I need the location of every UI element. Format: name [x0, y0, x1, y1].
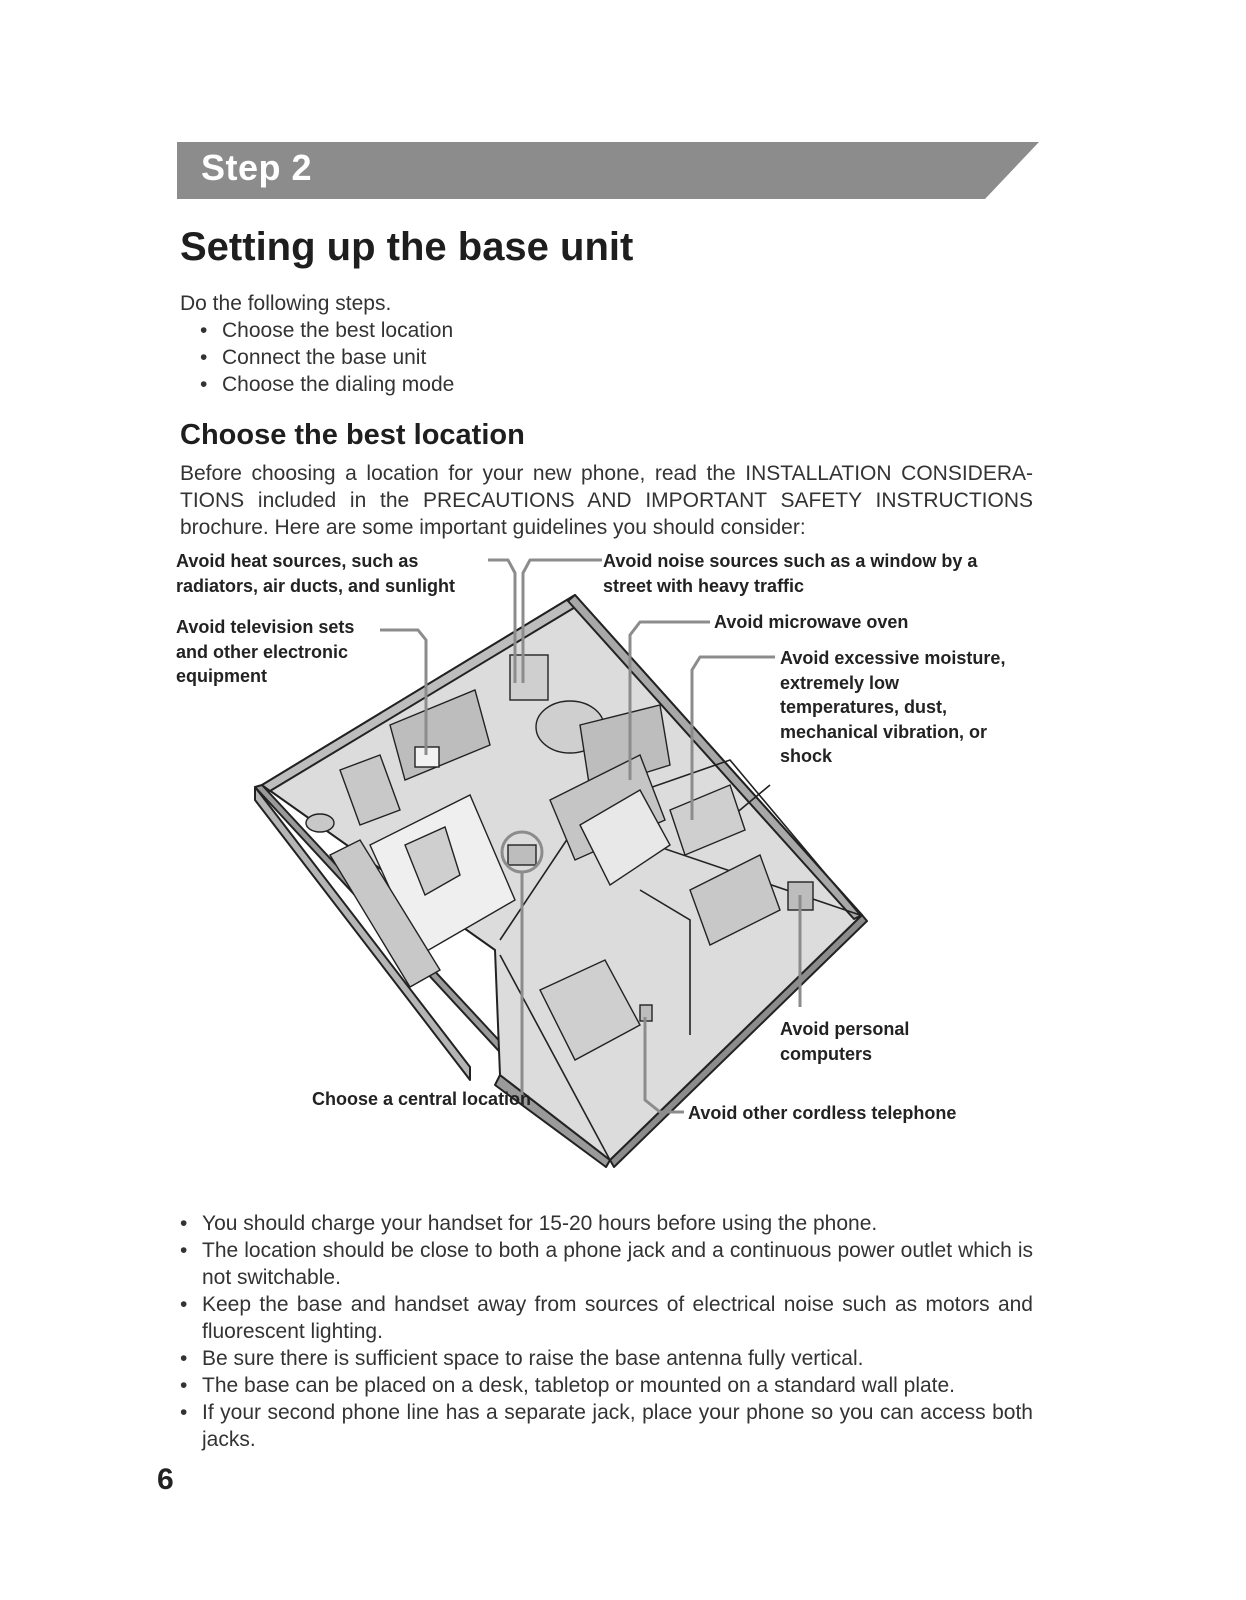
step-label: Step 2 — [201, 147, 313, 188]
guideline-item: • Be sure there is sufficient space to raise the base antenna fully vertical. — [180, 1345, 1033, 1372]
callout-cordless-telephone: Avoid other cordless telephone — [688, 1103, 957, 1123]
page-title: Setting up the base unit — [180, 225, 634, 269]
callout-moisture: Avoid excessive moisture, extremely low temperatures, dust, mechanical vibration, or shock — [780, 648, 1006, 766]
guideline-item: • Keep the base and handset away from sources of electrical noise such as motors and fluorescent lighting. — [180, 1291, 1033, 1345]
step-banner — [177, 142, 1039, 199]
floor-plan-diagram — [170, 551, 1050, 1185]
steps-list — [200, 317, 454, 398]
guideline-item: • The location should be close to both a phone jack and a continuous power outlet which is not switchable. — [180, 1237, 1033, 1291]
callout-personal-computers: Avoid personal computers — [780, 1019, 910, 1064]
callout-heat-sources: Avoid heat sources, such as radiators, air ducts, and sunlight — [176, 551, 456, 596]
callout-television: Avoid television sets and other electronic equipment — [176, 617, 355, 686]
step-item: • Choose the best location — [200, 317, 454, 344]
step-item: • Choose the dialing mode — [200, 371, 454, 398]
callout-noise-sources: Avoid noise sources such as a window by a street with heavy traffic — [603, 551, 978, 596]
callout-central-location: Choose a central location — [312, 1089, 532, 1109]
guideline-item: • The base can be placed on a desk, tabletop or mounted on a standard wall plate. — [180, 1372, 1033, 1399]
guidelines-list — [180, 1210, 1033, 1453]
guideline-item: • If your second phone line has a separate jack, place your phone so you can access both jacks. — [180, 1399, 1033, 1453]
section-paragraph: Before choosing a location for your new phone, read the INSTALLATION CONSIDERA-TIONS included in the PRECAUTIONS AND IMPORTANT SAFETY INSTRUCTIONS brochure. Here are some important guidelines you should consider: — [180, 462, 1033, 539]
section-title: Choose the best location — [180, 419, 525, 451]
guideline-item: • You should charge your handset for 15-20 hours before using the phone. — [180, 1210, 1033, 1237]
callout-microwave: Avoid microwave oven — [714, 612, 909, 632]
page-number: 6 — [157, 1463, 174, 1496]
step-item: • Connect the base unit — [200, 344, 454, 371]
intro-text: Do the following steps. — [180, 292, 392, 315]
